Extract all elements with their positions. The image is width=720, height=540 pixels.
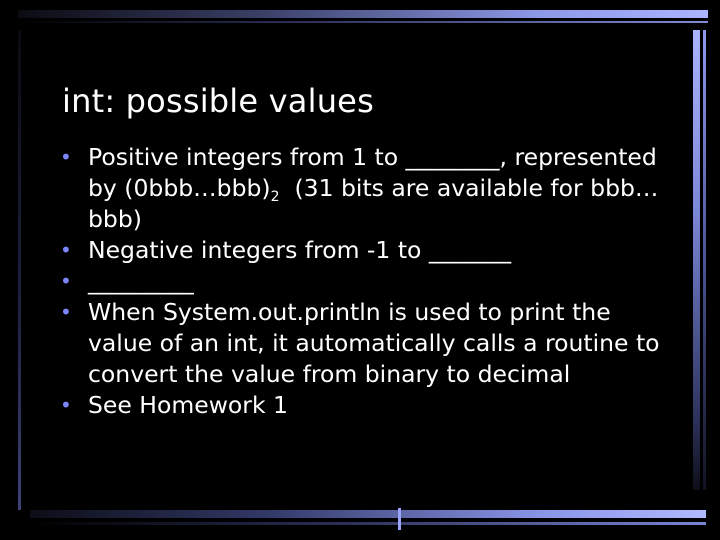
bullet-item <box>58 297 678 390</box>
left-border-bar <box>18 30 21 510</box>
bottom-border-bar <box>30 510 706 518</box>
right-border-bar <box>693 30 700 490</box>
bullet-text: Negative integers from -1 to _______ <box>88 236 512 264</box>
bullet-text: When System.out.println is used to print the value of an int, it automatically calls a routine to convert the value from binary to decimal <box>88 298 660 388</box>
bullet-icon: • <box>60 393 72 417</box>
top-border-bar <box>18 10 708 18</box>
bullet-icon: • <box>60 269 72 293</box>
bullet-item <box>58 266 678 297</box>
slide-title: int: possible values <box>62 82 374 120</box>
bullet-icon: • <box>60 238 72 262</box>
bullet-item <box>58 390 678 421</box>
top-border-line <box>18 21 708 23</box>
right-border-line <box>703 30 706 490</box>
bullet-list <box>58 142 678 421</box>
bullet-item <box>58 142 678 235</box>
bullet-item <box>58 235 678 266</box>
bullet-text-continued: (31 bits are available for bbb…bbb) <box>88 174 659 233</box>
bullet-subscript: 2 <box>270 189 280 205</box>
bullet-icon: • <box>60 300 72 324</box>
bottom-border-line <box>30 522 706 525</box>
bullet-text: Positive integers from 1 to ________, represented by (0bbb…bbb) <box>88 143 657 202</box>
bullet-text: See Homework 1 <box>88 391 288 419</box>
bullet-text: _________ <box>88 267 194 295</box>
bullet-icon: • <box>60 145 72 169</box>
bottom-border-tick <box>398 508 401 530</box>
